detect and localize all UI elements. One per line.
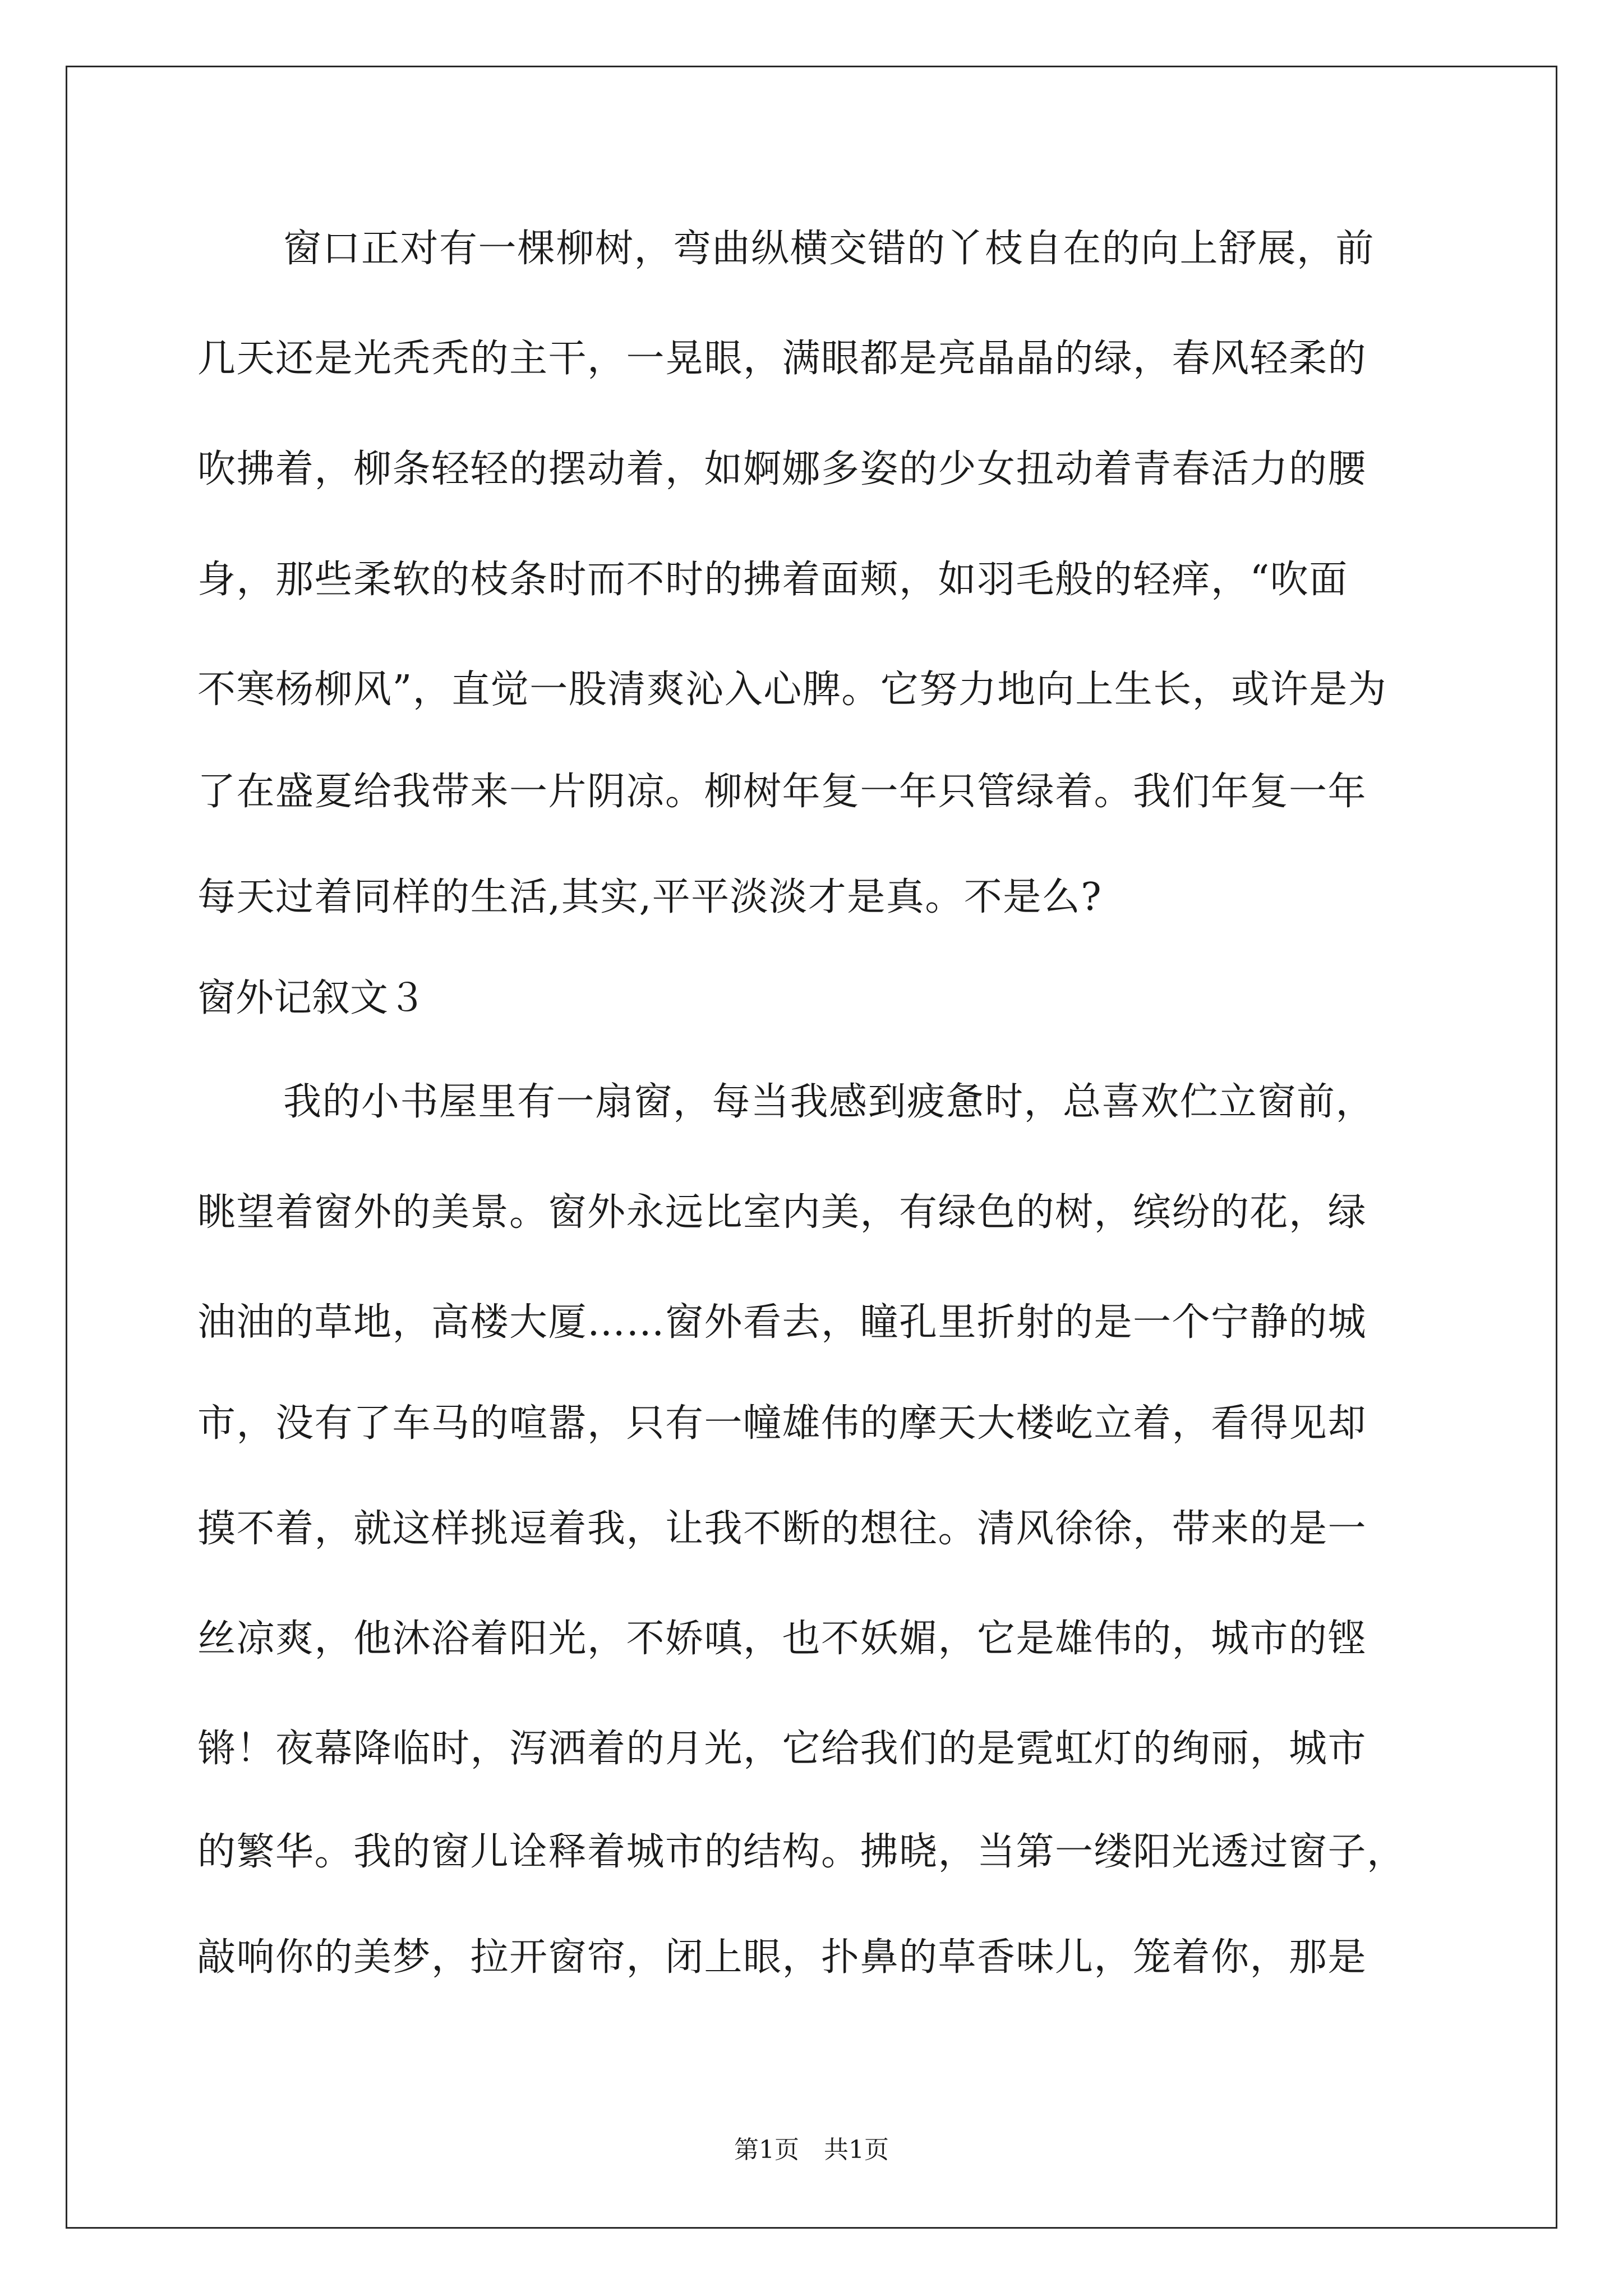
paragraph-line: 吹拂着，柳条轻轻的摆动着，如婀娜多姿的少女扭动着青春活力的腰	[197, 447, 1367, 491]
section-heading: 窗外记叙文３	[197, 976, 427, 1020]
paragraph-line: 眺望着窗外的美景。窗外永远比室内美，有绿色的树，缤纷的花，绿	[197, 1190, 1367, 1235]
paragraph-line: 丝凉爽，他沐浴着阳光，不娇嗔，也不妖媚，它是雄伟的，城市的铿	[197, 1617, 1367, 1661]
paragraph-line: 的繁华。我的窗儿诠释着城市的结构。拂晓，当第一缕阳光透过窗子，	[197, 1830, 1406, 1874]
paragraph-line: 摸不着，就这样挑逗着我，让我不断的想往。清风徐徐，带来的是一	[197, 1507, 1367, 1551]
paragraph-line: 锵！夜幕降临时，泻洒着的月光，它给我们的是霓虹灯的绚丽，城市	[197, 1727, 1367, 1771]
paragraph-line: 窗口正对有一棵柳树，弯曲纵横交错的丫枝自在的向上舒展，前	[283, 227, 1375, 271]
paragraph-line: 不寒杨柳风”，直觉一股清爽沁入心脾。它努力地向上生长，或许是为	[197, 668, 1387, 712]
paragraph-line: 油油的草地，高楼大厦……窗外看去，瞳孔里折射的是一个宁静的城	[197, 1300, 1367, 1345]
paragraph-line: 身，那些柔软的枝条时而不时的拂着面颊，如羽毛般的轻痒，“吹面	[197, 558, 1348, 602]
paragraph-line: 几天还是光秃秃的主干，一晃眼，满眼都是亮晶晶的绿，春风轻柔的	[197, 337, 1367, 381]
paragraph-line: 了在盛夏给我带来一片阴凉。柳树年复一年只管绿着。我们年复一年	[197, 770, 1367, 814]
paragraph-line: 市，没有了车马的喧嚣，只有一幢雄伟的摩天大楼屹立着，看得见却	[197, 1401, 1367, 1446]
paragraph-line: 每天过着同样的生活,其实,平平淡淡才是真。不是么?	[197, 875, 1103, 919]
page-border	[66, 66, 1557, 2229]
paragraph-line: 敲响你的美梦，拉开窗帘，闭上眼，扑鼻的草香味儿，笼着你，那是	[197, 1935, 1367, 1980]
paragraph-line: 我的小书屋里有一扇窗，每当我感到疲惫时，总喜欢伫立窗前，	[283, 1080, 1375, 1124]
page-footer: 第1页 共1页	[734, 2136, 889, 2164]
